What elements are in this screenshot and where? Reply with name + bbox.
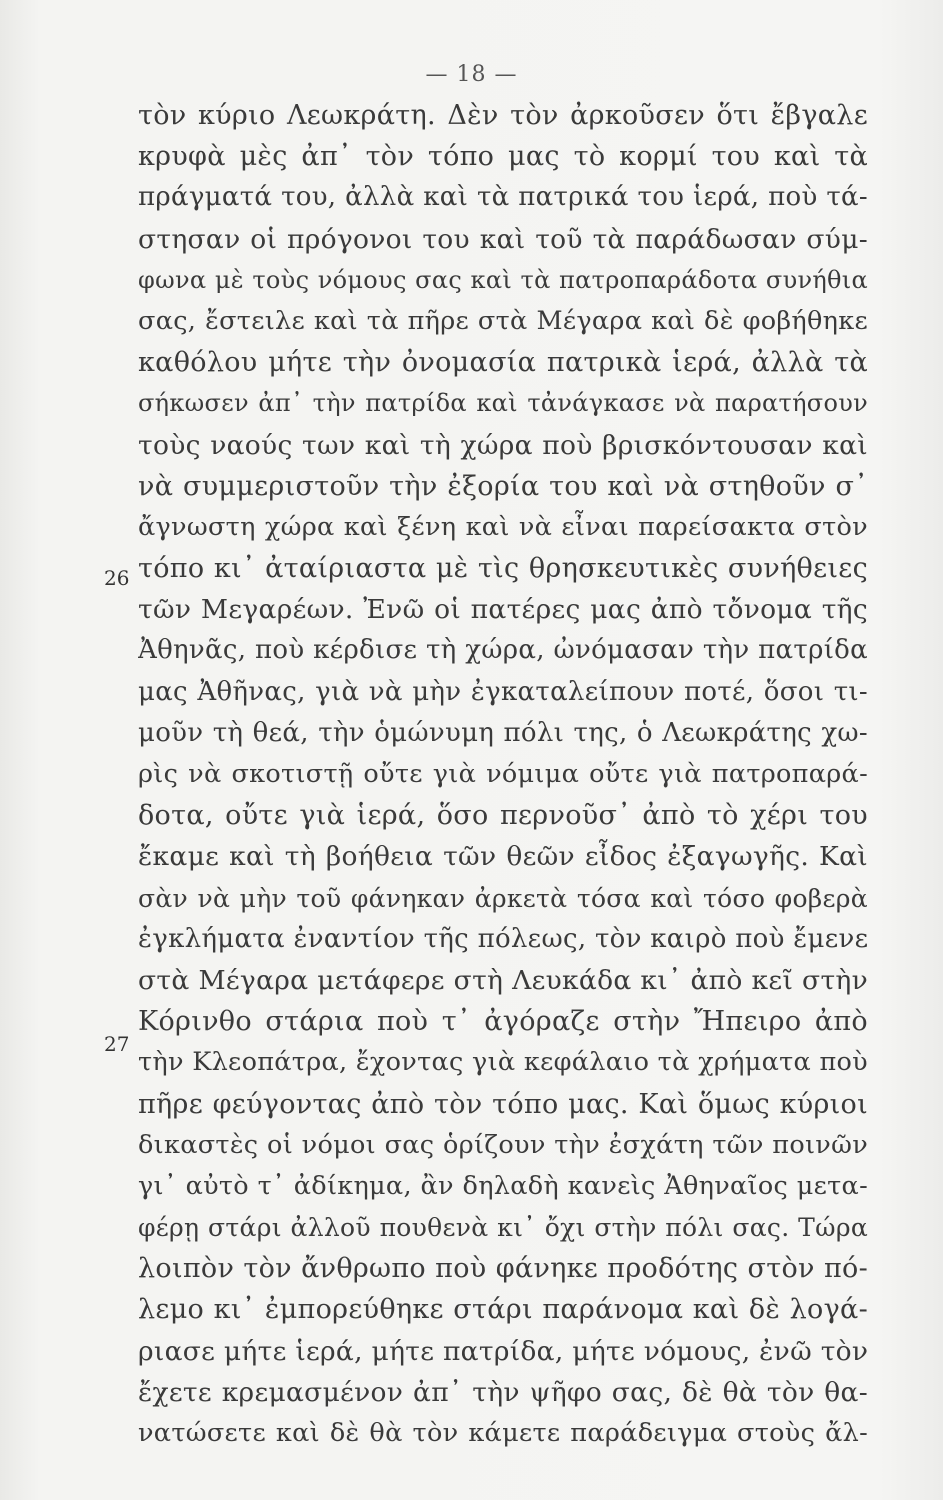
body-text	[138, 95, 868, 1454]
text-line: μοῦν τὴ θεά, τὴν ὁμώνυμη πόλι της, ὁ Λεωκράτης χω-	[138, 717, 868, 748]
text-line: ἔχετε κρεμασμένον ἀπ᾿ τὴν ψῆφο σας, δὲ θὰ τὸν θα-	[138, 1376, 868, 1408]
margin-section-number: 26	[104, 566, 130, 590]
text-line: ριασε μήτε ἱερά, μήτε πατρίδα, μήτε νόμους, ἐνῶ τὸν	[138, 1335, 868, 1367]
text-line: πῆρε φεύγοντας ἀπὸ τὸν τόπο μας. Καὶ ὅμως κύριοι	[138, 1088, 868, 1120]
text-line: νὰ συμμεριστοῦν τὴν ἐξορία του καὶ νὰ στηθοῦν σ᾿	[138, 470, 868, 502]
text-line: τοὺς ναούς των καὶ τὴ χώρα ποὺ βρισκόντουσαν καὶ	[138, 429, 868, 461]
text-line: ἔκαμε καὶ τὴ βοήθεια τῶν θεῶν εἶδος ἐξαγωγῆς. Καὶ	[138, 841, 868, 873]
text-line: τὸν κύριο Λεωκράτη. Δὲν τὸν ἀρκοῦσεν ὅτι ἔβγαλε	[138, 100, 868, 131]
text-line: τόπο κι᾿ ἀταίριαστα μὲ τὶς θρησκευτικὲς συνήθειες	[138, 553, 868, 585]
text-line: λεμο κι᾿ ἐμπορεύθηκε στάρι παράνομα καὶ δὲ λογά-	[138, 1294, 868, 1326]
text-line: σὰν νὰ μὴν τοῦ φάνηκαν ἀρκετὰ τόσα καὶ τόσο φοβερὰ	[138, 883, 868, 913]
text-line: γι᾿ αὐτὸ τ᾿ ἀδίκημα, ἂν δηλαδὴ κανεὶς Ἀθηναῖος μετα-	[138, 1170, 868, 1201]
text-line: ρὶς νὰ σκοτιστῇ οὔτε γιὰ νόμιμα οὔτε γιὰ πατροπαρά-	[138, 759, 868, 789]
margin-section-number: 27	[104, 1032, 130, 1056]
text-line: φέρῃ στάρι ἀλλοῦ πουθενὰ κι᾿ ὄχι στὴν πόλι σας. Τώρα	[138, 1213, 868, 1243]
text-line: νατώσετε καὶ δὲ θὰ τὸν κάμετε παράδειγμα στοὺς ἄλ-	[138, 1418, 868, 1448]
text-line: κρυφὰ μὲς ἀπ᾿ τὸν τόπο μας τὸ κορμί του καὶ τὰ	[138, 141, 868, 173]
text-line: ἄγνωστη χώρα καὶ ξένη καὶ νὰ εἶναι παρείσακτα στὸν	[138, 511, 868, 542]
text-line: καθόλου μήτε τὴν ὀνομασία πατρικὰ ἱερά, ἀλλὰ τὰ	[138, 347, 868, 379]
text-line: ἐγκλήματα ἐναντίον τῆς πόλεως, τὸν καιρὸ ποὺ ἔμενε	[138, 923, 868, 954]
text-line: στησαν οἱ πρόγονοι του καὶ τοῦ τὰ παράδωσαν σύμ-	[138, 223, 868, 255]
text-line: τῶν Μεγαρέων. Ἐνῶ οἱ πατέρες μας ἀπὸ τὄνομα τῆς	[138, 594, 868, 626]
text-line: φωνα μὲ τοὺς νόμους σας καὶ τὰ πατροπαράδοτα συνήθια	[138, 265, 868, 294]
text-line: δοτα, οὔτε γιὰ ἱερά, ὅσο περνοῦσ᾿ ἀπὸ τὸ χέρι του	[138, 800, 868, 832]
text-line: δικαστὲς οἱ νόμοι σας ὁρίζουν τὴν ἐσχάτη τῶν ποινῶν	[138, 1129, 868, 1160]
text-line: σήκωσεν ἀπ᾿ τὴν πατρίδα καὶ τἀνάγκασε νὰ παρατήσουν	[138, 389, 868, 418]
text-line: λοιπὸν τὸν ἄνθρωπο ποὺ φάνηκε προδότης στὸν πό-	[138, 1253, 868, 1285]
text-line: πράγματά του, ἀλλὰ καὶ τὰ πατρικά του ἱερά, ποὺ τά-	[138, 182, 868, 213]
text-line: τὴν Κλεοπάτρα, ἔχοντας γιὰ κεφάλαιο τὰ χρήματα ποὺ	[138, 1047, 868, 1078]
text-line: σας, ἔστειλε καὶ τὰ πῆρε στὰ Μέγαρα καὶ δὲ φοβήθηκε	[138, 305, 868, 336]
text-line: Κόρινθο στάρια ποὺ τ᾿ ἀγόραζε στὴν Ἤπειρο ἀπὸ	[138, 1006, 868, 1038]
text-line: Ἀθηνᾶς, ποὺ κέρδισε τὴ χώρα, ὠνόμασαν τὴν πατρίδα	[138, 635, 868, 666]
page-number: — 18 —	[425, 62, 518, 87]
text-line: στὰ Μέγαρα μετάφερε στὴ Λευκάδα κι᾿ ἀπὸ κεῖ στὴν	[138, 964, 868, 996]
text-line: μας Ἀθῆνας, γιὰ νὰ μὴν ἐγκαταλείπουν ποτέ, ὅσοι τι-	[138, 676, 868, 707]
